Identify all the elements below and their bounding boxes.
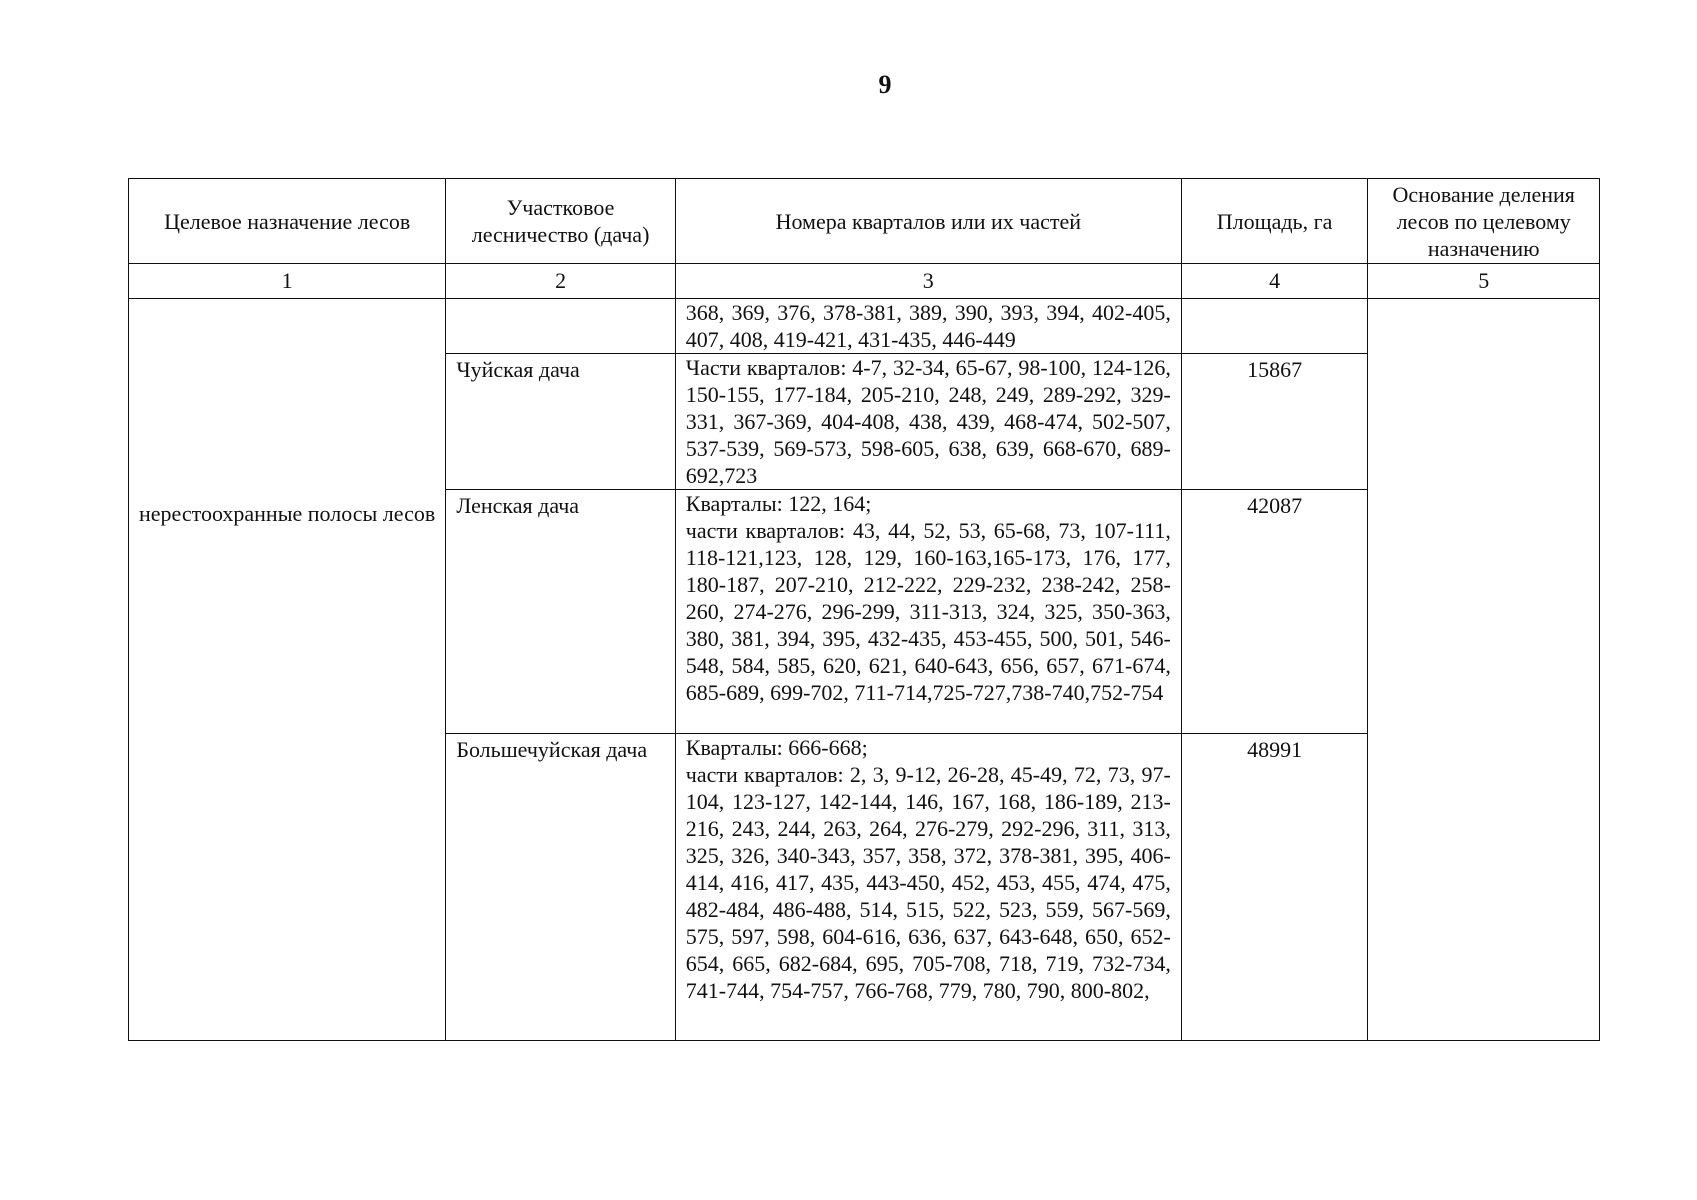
column-number: 3 xyxy=(675,264,1181,299)
quarters-parts: части кварталов: 43, 44, 52, 53, 65-68, 73, 107-111, 118-121,123, 128, 129, 160-163,165-173, 176, 177, 180-187, 207-210, 212-222, 229-232, 238-242, 258-260, 274-276, 296-299, 311-313, 324, 325, 350-363, 380, 381, 394, 395, 432-435, 453-455, 500, 501, 546-548, 584, 585, 620, 621, 640-643, 656, 657, 671-674, 685-689, 699-702, 711-714,725-727,738-740,752-754 xyxy=(685,518,1171,705)
forestry-cell xyxy=(446,299,675,354)
purpose-cell xyxy=(129,299,446,1041)
header-basis: Основание деления лесов по целевому назначению xyxy=(1368,179,1600,264)
table-row xyxy=(129,299,1600,354)
quarters-head: Кварталы: 122, 164; xyxy=(685,491,872,516)
area-cell: 48991 xyxy=(1181,734,1368,1041)
forestry-cell: Чуйская дача xyxy=(446,354,675,490)
column-number: 2 xyxy=(446,264,675,299)
page-number: 9 xyxy=(878,70,892,99)
table-header-row xyxy=(129,179,1600,264)
forestry-cell: Большечуйская дача xyxy=(446,734,675,1041)
column-number: 4 xyxy=(1181,264,1368,299)
area-cell: 42087 xyxy=(1181,490,1368,734)
purpose-text: нерестоохранные полосы лесов xyxy=(139,500,436,526)
forest-purpose-table xyxy=(128,178,1600,1041)
quarters-cell: Части кварталов: 4-7, 32-34, 65-67, 98-100, 124-126, 150-155, 177-184, 205-210, 248, 249, 289-292, 329-331, 367-369, 404-408, 438, 439, 468-474, 502-507, 537-539, 569-573, 598-605, 638, 639, 668-670, 689-692,723 xyxy=(675,354,1181,490)
basis-cell xyxy=(1368,299,1600,1041)
area-cell: 15867 xyxy=(1181,354,1368,490)
header-area: Площадь, га xyxy=(1181,179,1368,264)
quarters-cell: 368, 369, 376, 378-381, 389, 390, 393, 394, 402-405, 407, 408, 419-421, 431-435, 446-449 xyxy=(675,299,1181,354)
column-number: 1 xyxy=(129,264,446,299)
header-quarters: Номера кварталов или их частей xyxy=(675,179,1181,264)
column-number: 5 xyxy=(1368,264,1600,299)
quarters-parts: части кварталов: 2, 3, 9-12, 26-28, 45-49, 72, 73, 97-104, 123-127, 142-144, 146, 167, 168, 186-189, 213-216, 243, 244, 263, 264, 276-279, 292-296, 311, 313, 325, 326, 340-343, 357, 358, 372, 378-381, 395, 406-414, 416, 417, 435, 443-450, 452, 453, 455, 474, 475, 482-484, 486-488, 514, 515, 522, 523, 559, 567-569, 575, 597, 598, 604-616, 636, 637, 643-648, 650, 652-654, 665, 682-684, 695, 705-708, 718, 719, 732-734, 741-744, 754-757, 766-768, 779, 780, 790, 800-802, xyxy=(685,762,1171,1003)
forestry-cell: Ленская дача xyxy=(446,490,675,734)
quarters-head: Кварталы: 666-668; xyxy=(685,735,868,760)
header-purpose: Целевое назначение лесов xyxy=(129,179,446,264)
quarters-cell xyxy=(675,490,1181,734)
header-forestry: Участковое лесничество (дача) xyxy=(446,179,675,264)
quarters-cell xyxy=(675,734,1181,1041)
column-number-row xyxy=(129,264,1600,299)
area-cell xyxy=(1181,299,1368,354)
